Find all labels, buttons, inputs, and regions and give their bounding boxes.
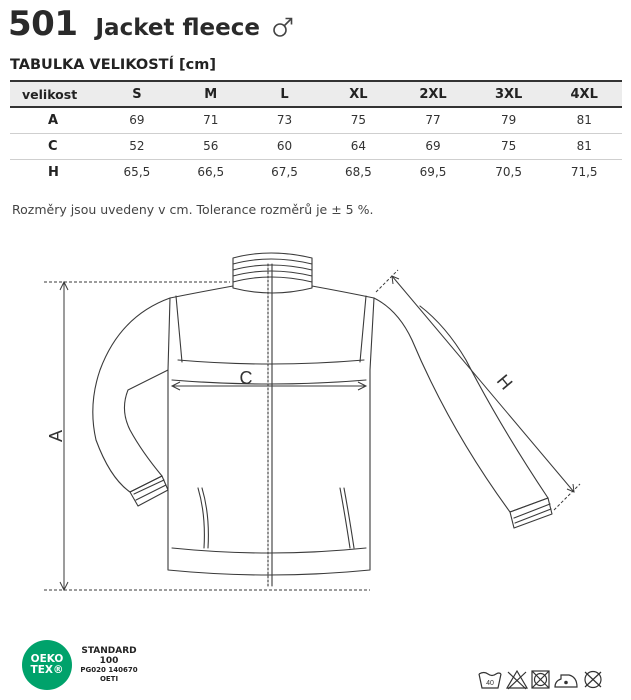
table-cell: 68,5 bbox=[344, 165, 372, 180]
product-code: 501 bbox=[8, 4, 78, 44]
product-header bbox=[8, 4, 294, 44]
table-row bbox=[10, 159, 622, 185]
table-cell: 66,5 bbox=[197, 165, 225, 180]
cert-number: PG020 140670 bbox=[80, 666, 138, 674]
size-header: L bbox=[248, 81, 322, 107]
standard-block bbox=[78, 646, 140, 684]
left-sleeve bbox=[93, 298, 170, 492]
no-tumble-dry-icon bbox=[532, 671, 549, 688]
table-cell: 69 bbox=[395, 133, 471, 159]
table-cell: 79 bbox=[471, 107, 547, 133]
dimension-label-c: C bbox=[239, 368, 253, 388]
size-header: S bbox=[100, 81, 174, 107]
no-dry-clean-icon bbox=[585, 672, 601, 688]
iron-low-icon bbox=[555, 675, 577, 687]
table-cell: 69,5 bbox=[419, 165, 447, 180]
size-header-label: velikost bbox=[10, 81, 100, 107]
left-pocket bbox=[198, 488, 204, 548]
table-cell: 52 bbox=[100, 133, 174, 159]
jacket-body bbox=[168, 286, 374, 575]
table-cell: 56 bbox=[174, 133, 248, 159]
table-row bbox=[10, 133, 622, 159]
care-symbols bbox=[477, 668, 607, 692]
table-cell: 75 bbox=[471, 133, 547, 159]
table-cell: 77 bbox=[395, 107, 471, 133]
size-table-header-row bbox=[10, 81, 622, 107]
jacket-diagram bbox=[0, 230, 631, 600]
size-header: M bbox=[174, 81, 248, 107]
row-label: A bbox=[10, 107, 100, 133]
standard-line1: STANDARD bbox=[81, 646, 137, 656]
table-cell: 69 bbox=[100, 107, 174, 133]
size-table bbox=[10, 80, 622, 185]
size-table-title: TABULKA VELIKOSTÍ [cm] bbox=[10, 57, 216, 73]
oeko-logo-line2: TEX® bbox=[30, 664, 64, 676]
male-symbol-icon bbox=[272, 16, 294, 38]
table-cell: 71,5 bbox=[570, 165, 598, 180]
table-cell: 70,5 bbox=[495, 165, 522, 180]
dimension-label-h: H bbox=[492, 370, 517, 394]
no-bleach-icon bbox=[507, 671, 527, 689]
table-cell: 71 bbox=[174, 107, 248, 133]
wash-temp: 40 bbox=[486, 680, 494, 687]
table-cell: 67,5 bbox=[271, 165, 298, 180]
size-header: XL bbox=[321, 81, 395, 107]
tolerance-note: Rozměry jsou uvedeny v cm. Tolerance rozměrů je ± 5 %. bbox=[12, 202, 374, 217]
table-cell: 81 bbox=[546, 107, 622, 133]
table-row bbox=[10, 107, 622, 133]
standard-line2: 100 bbox=[99, 656, 119, 666]
dimension-label-a: A bbox=[46, 429, 66, 443]
table-cell: 81 bbox=[546, 133, 622, 159]
table-cell: 75 bbox=[321, 107, 395, 133]
row-label: H bbox=[48, 164, 59, 180]
right-pocket bbox=[340, 488, 350, 548]
oeko-logo-line1: OEKO bbox=[30, 653, 64, 665]
oeko-tex-logo bbox=[22, 640, 72, 690]
size-header: 3XL bbox=[471, 81, 547, 107]
right-sleeve bbox=[374, 298, 548, 512]
cert-institute: OETI bbox=[99, 675, 119, 683]
product-name: Jacket fleece bbox=[95, 15, 260, 41]
table-cell: 64 bbox=[321, 133, 395, 159]
table-cell: 65,5 bbox=[123, 165, 151, 180]
wash-40-icon bbox=[479, 673, 501, 689]
table-cell: 73 bbox=[248, 107, 322, 133]
row-label: C bbox=[10, 133, 100, 159]
right-cuff bbox=[510, 498, 552, 528]
size-header: 2XL bbox=[395, 81, 471, 107]
size-header: 4XL bbox=[546, 81, 622, 107]
table-cell: 60 bbox=[248, 133, 322, 159]
